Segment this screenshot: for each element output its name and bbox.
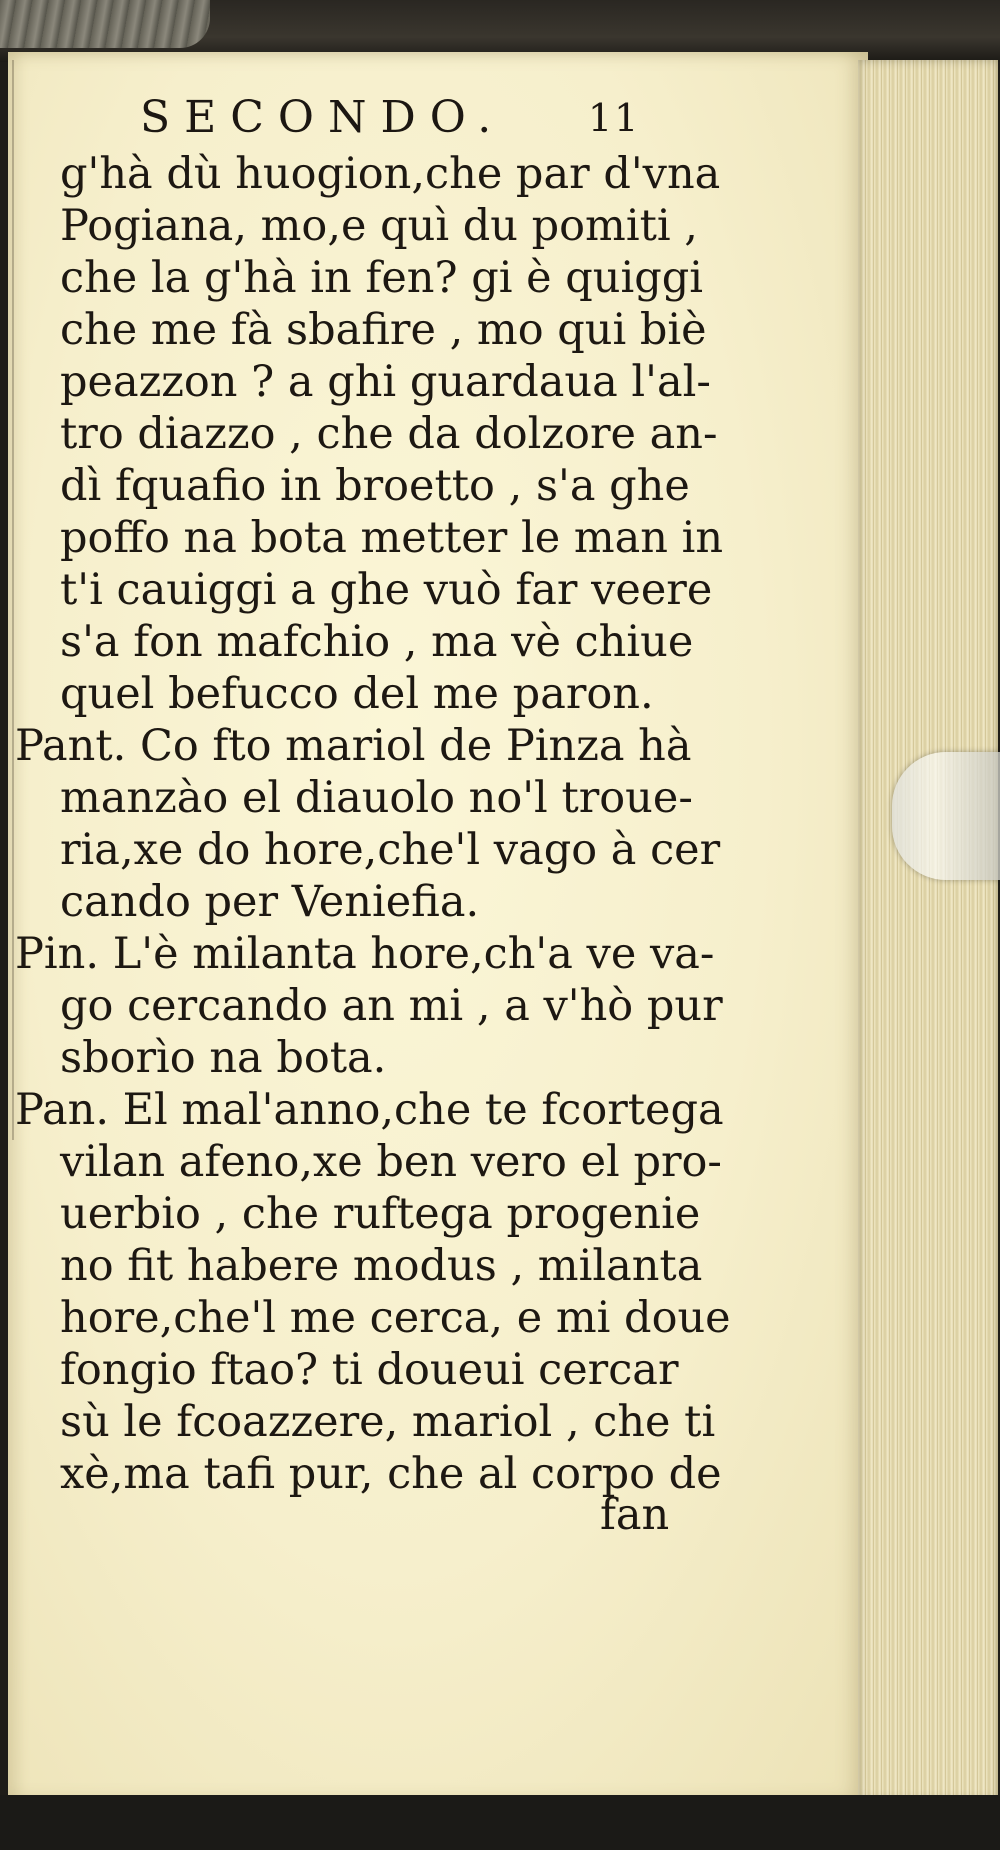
text-line: t'i cauiggi a ghe vuò far veere (60, 565, 713, 615)
text-line: fongio ftao? ti doueui cercar (60, 1345, 679, 1395)
text-line: cando per Veniefia. (60, 877, 480, 927)
text-line: xè,ma tafi pur, che al corpo de (60, 1449, 722, 1499)
text-line: sborìo na bota. (60, 1033, 387, 1083)
catchword: fan (600, 1490, 670, 1540)
text-line: Pin. L'è milanta hore,ch'a ve va- (15, 929, 715, 979)
page-edges (858, 60, 998, 1800)
running-head: SECONDO. (140, 92, 506, 143)
text-line: no fit habere modus , milanta (60, 1241, 703, 1291)
bottom-binding-band (0, 1795, 1000, 1850)
text-line: g'hà dù huogion,che par d'vna (60, 149, 721, 199)
text-line: che la g'hà in fen? gi è quiggi (60, 253, 704, 303)
text-line: uerbio , che ruftega progenie (60, 1189, 701, 1239)
text-line: quel befucco del me paron. (60, 669, 654, 719)
text-line: peazzon ? a ghi guardaua l'al- (60, 357, 711, 407)
text-line: manzào el diauolo no'l troue- (60, 773, 693, 823)
text-line: ria,xe do hore,che'l vago à cer (60, 825, 721, 875)
text-line: dì fquafio in broetto , s'a ghe (60, 461, 690, 511)
text-line: poffo na bota metter le man in (60, 513, 724, 563)
text-line: s'a fon mafchio , ma vè chiue (60, 617, 694, 667)
page-gutter-line (12, 60, 14, 1140)
page-clip (892, 752, 1000, 880)
text-line: Pogiana, mo,e quì du pomiti , (60, 201, 698, 251)
text-line: Pan. El mal'anno,che te fcortega (15, 1085, 724, 1135)
text-line: Pant. Co fto mariol de Pinza hà (15, 721, 692, 771)
page-number: 11 (588, 96, 641, 140)
text-line: che me fà sbafire , mo qui biè (60, 305, 707, 355)
binding-cord (0, 0, 210, 48)
text-line: tro diazzo , che da dolzore an- (60, 409, 718, 459)
text-line: sù le fcoazzere, mariol , che ti (60, 1397, 716, 1447)
text-line: vilan afeno,xe ben vero el pro- (60, 1137, 722, 1187)
text-line: hore,che'l me cerca, e mi doue (60, 1293, 731, 1343)
text-line: go cercando an mi , a v'hò pur (60, 981, 723, 1031)
